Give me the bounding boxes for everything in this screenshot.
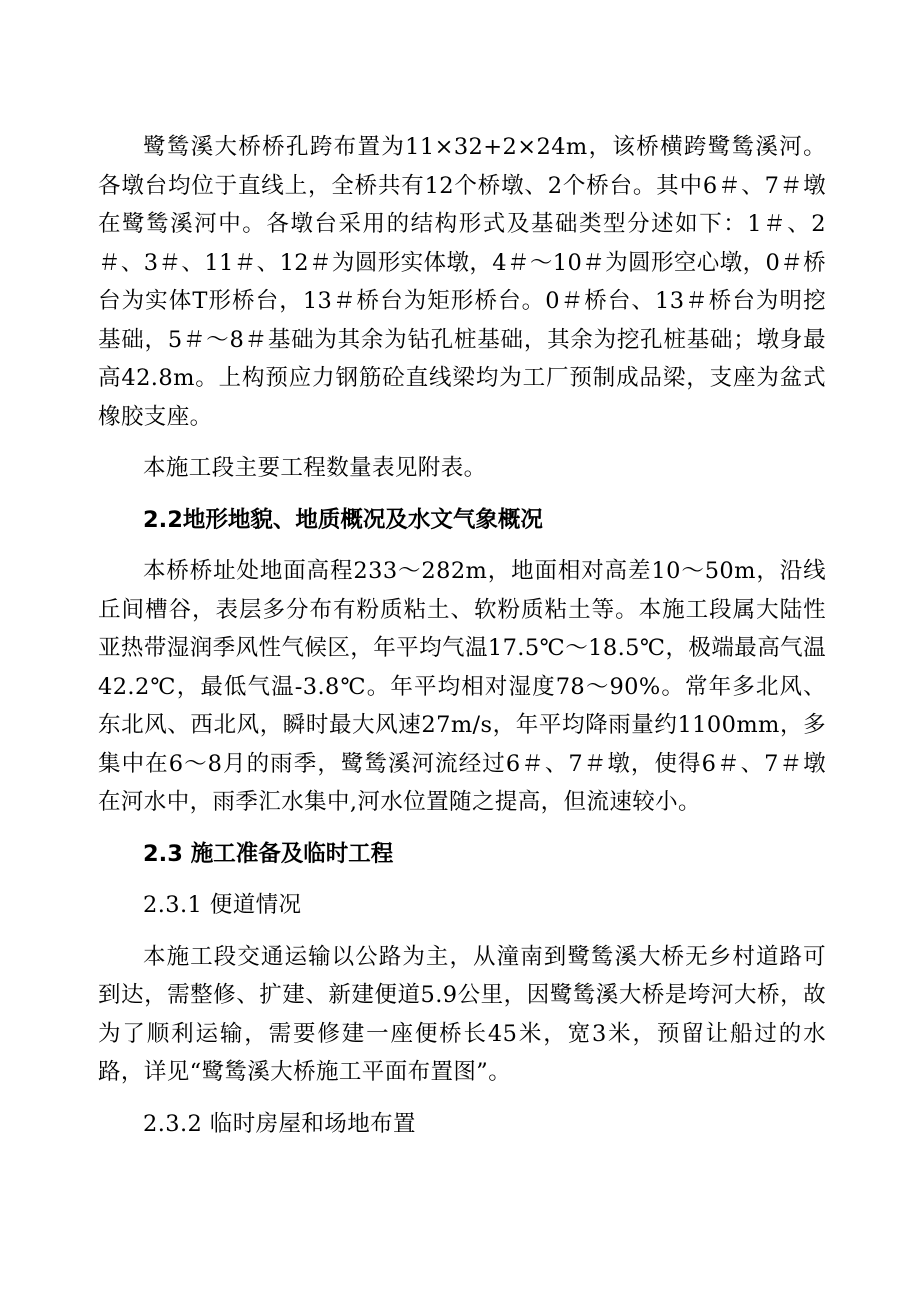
paragraph-spacer <box>98 488 826 501</box>
paragraph-bridge-layout: 鹭鸶溪大桥桥孔跨布置为11×32+2×24m，该桥横跨鹭鸶溪河。各墩台均位于直线上，全桥共有12个桥墩、2个桥台。其中6＃、7＃墩在鹭鸶溪河中。各墩台采用的结构形式及基础类型分述如下：1＃、2＃、3＃、11＃、12＃为圆形实体墩，4＃～10＃为圆形空心墩，0＃桥台为实体T形桥台，13＃桥台为矩形桥台。0＃桥台、13＃桥台为明挖基础，5＃～8＃基础为其余为钻孔桩基础，其余为挖孔桩基础；墩身最高42.8m。上构预应力钢筋砼直线梁均为工厂预制成品梁，支座为盆式橡胶支座。 <box>98 134 826 430</box>
paragraph-terrain-climate: 本桥桥址处地面高程233～282m，地面相对高差10～50m，沿线丘间槽谷，表层多分布有粉质粘土、软粉质粘土等。本施工段属大陆性亚热带湿润季风性气候区，年平均气温17.5℃～18.5℃，极端最高气温42.2℃，最低气温-3.8℃。年平均相对湿度78～90%。常年多北风、东北风、西北风，瞬时最大风速27m/s，年平均降雨量约1100mm，多集中在6～8月的雨季，鹭鸶溪河流经过6＃、7＃墩，使得6＃、7＃墩在河水中，雨季汇水集中,河水位置随之提高，但流速较小。 <box>98 558 826 815</box>
paragraph-quantity-table: 本施工段主要工程数量表见附表。 <box>143 455 487 481</box>
subsection-heading-2-3-1: 2.3.1 便道情况 <box>143 892 302 918</box>
paragraph-spacer <box>98 436 826 449</box>
paragraph-access-road: 本施工段交通运输以公路为主，从潼南到鹭鸶溪大桥无乡村道路可到达，需整修、扩建、新建便道5.9公里，因鹭鸶溪大桥是垮河大桥，故为了顺利运输，需要修建一座便桥长45米，宽3米，预留让船过的水路，详见“鹭鸶溪大桥施工平面布置图”。 <box>98 943 826 1085</box>
paragraph-spacer <box>98 539 826 552</box>
paragraph-spacer <box>98 1092 826 1105</box>
paragraph-spacer <box>98 822 826 835</box>
section-heading-2-3: 2.3 施工准备及临时工程 <box>143 840 394 867</box>
document-page <box>98 128 826 1143</box>
section-heading-2-2: 2.2地形地貌、地质概况及水文气象概况 <box>143 506 543 533</box>
paragraph-spacer <box>98 925 826 938</box>
paragraph-spacer <box>98 873 826 886</box>
subsection-heading-2-3-2: 2.3.2 临时房屋和场地布置 <box>143 1110 416 1137</box>
